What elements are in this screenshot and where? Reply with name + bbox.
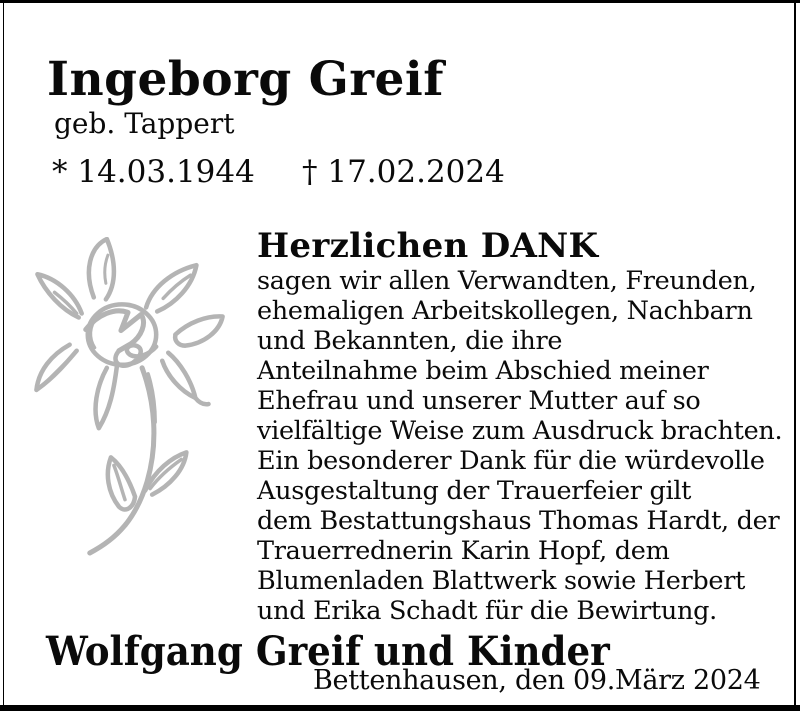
petal-right <box>175 316 222 345</box>
thanks-line: Trauerrednerin Karin Hopf, dem <box>257 536 670 566</box>
thanks-heading: Herzlichen DANK <box>257 226 599 266</box>
thanks-line: dem Bestattungshaus Thomas Hardt, der <box>257 506 780 536</box>
death-date: † 17.02.2024 <box>302 154 505 190</box>
thanks-line: und Bekannten, die ihre <box>257 326 563 356</box>
petal-lower-left <box>36 345 76 390</box>
frame-left-border <box>3 0 4 711</box>
thanks-line: Anteilnahme beim Abschied meiner <box>257 356 709 386</box>
thanks-line: sagen wir allen Verwandten, Freunden, <box>257 266 757 296</box>
thanks-line: Ehefrau und unserer Mutter auf so <box>257 386 701 416</box>
thanks-line: Ausgestaltung der Trauerfeier gilt <box>257 476 692 506</box>
thanks-line: Ein besonderer Dank für die würdevolle <box>257 446 765 476</box>
maiden-name: geb. Tappert <box>54 107 235 140</box>
thanks-block <box>257 226 794 626</box>
deceased-name: Ingeborg Greif <box>47 52 444 107</box>
place-date: Bettenhausen, den 09.März 2024 <box>313 665 761 696</box>
sunflower-icon <box>20 237 234 559</box>
thanks-line: und Erika Schadt für die Bewirtung. <box>257 596 717 626</box>
thanks-line: Blumenladen Blattwerk sowie Herbert <box>257 566 746 596</box>
frame-right-border <box>794 0 796 711</box>
frame-top-border <box>0 0 800 3</box>
thanks-line: ehemaligen Arbeitskollegen, Nachbarn <box>257 296 753 326</box>
mourners-signature: Wolfgang Greif und Kinder <box>46 628 610 675</box>
petal-lower-right <box>162 353 208 405</box>
petal-bottom <box>96 366 117 428</box>
petal-top <box>89 239 114 299</box>
frame-bottom-border <box>0 705 800 711</box>
stem <box>90 368 154 553</box>
thanks-line: vielfältige Weise zum Ausdruck brachten. <box>257 416 783 446</box>
birth-date: * 14.03.1944 <box>52 154 255 190</box>
